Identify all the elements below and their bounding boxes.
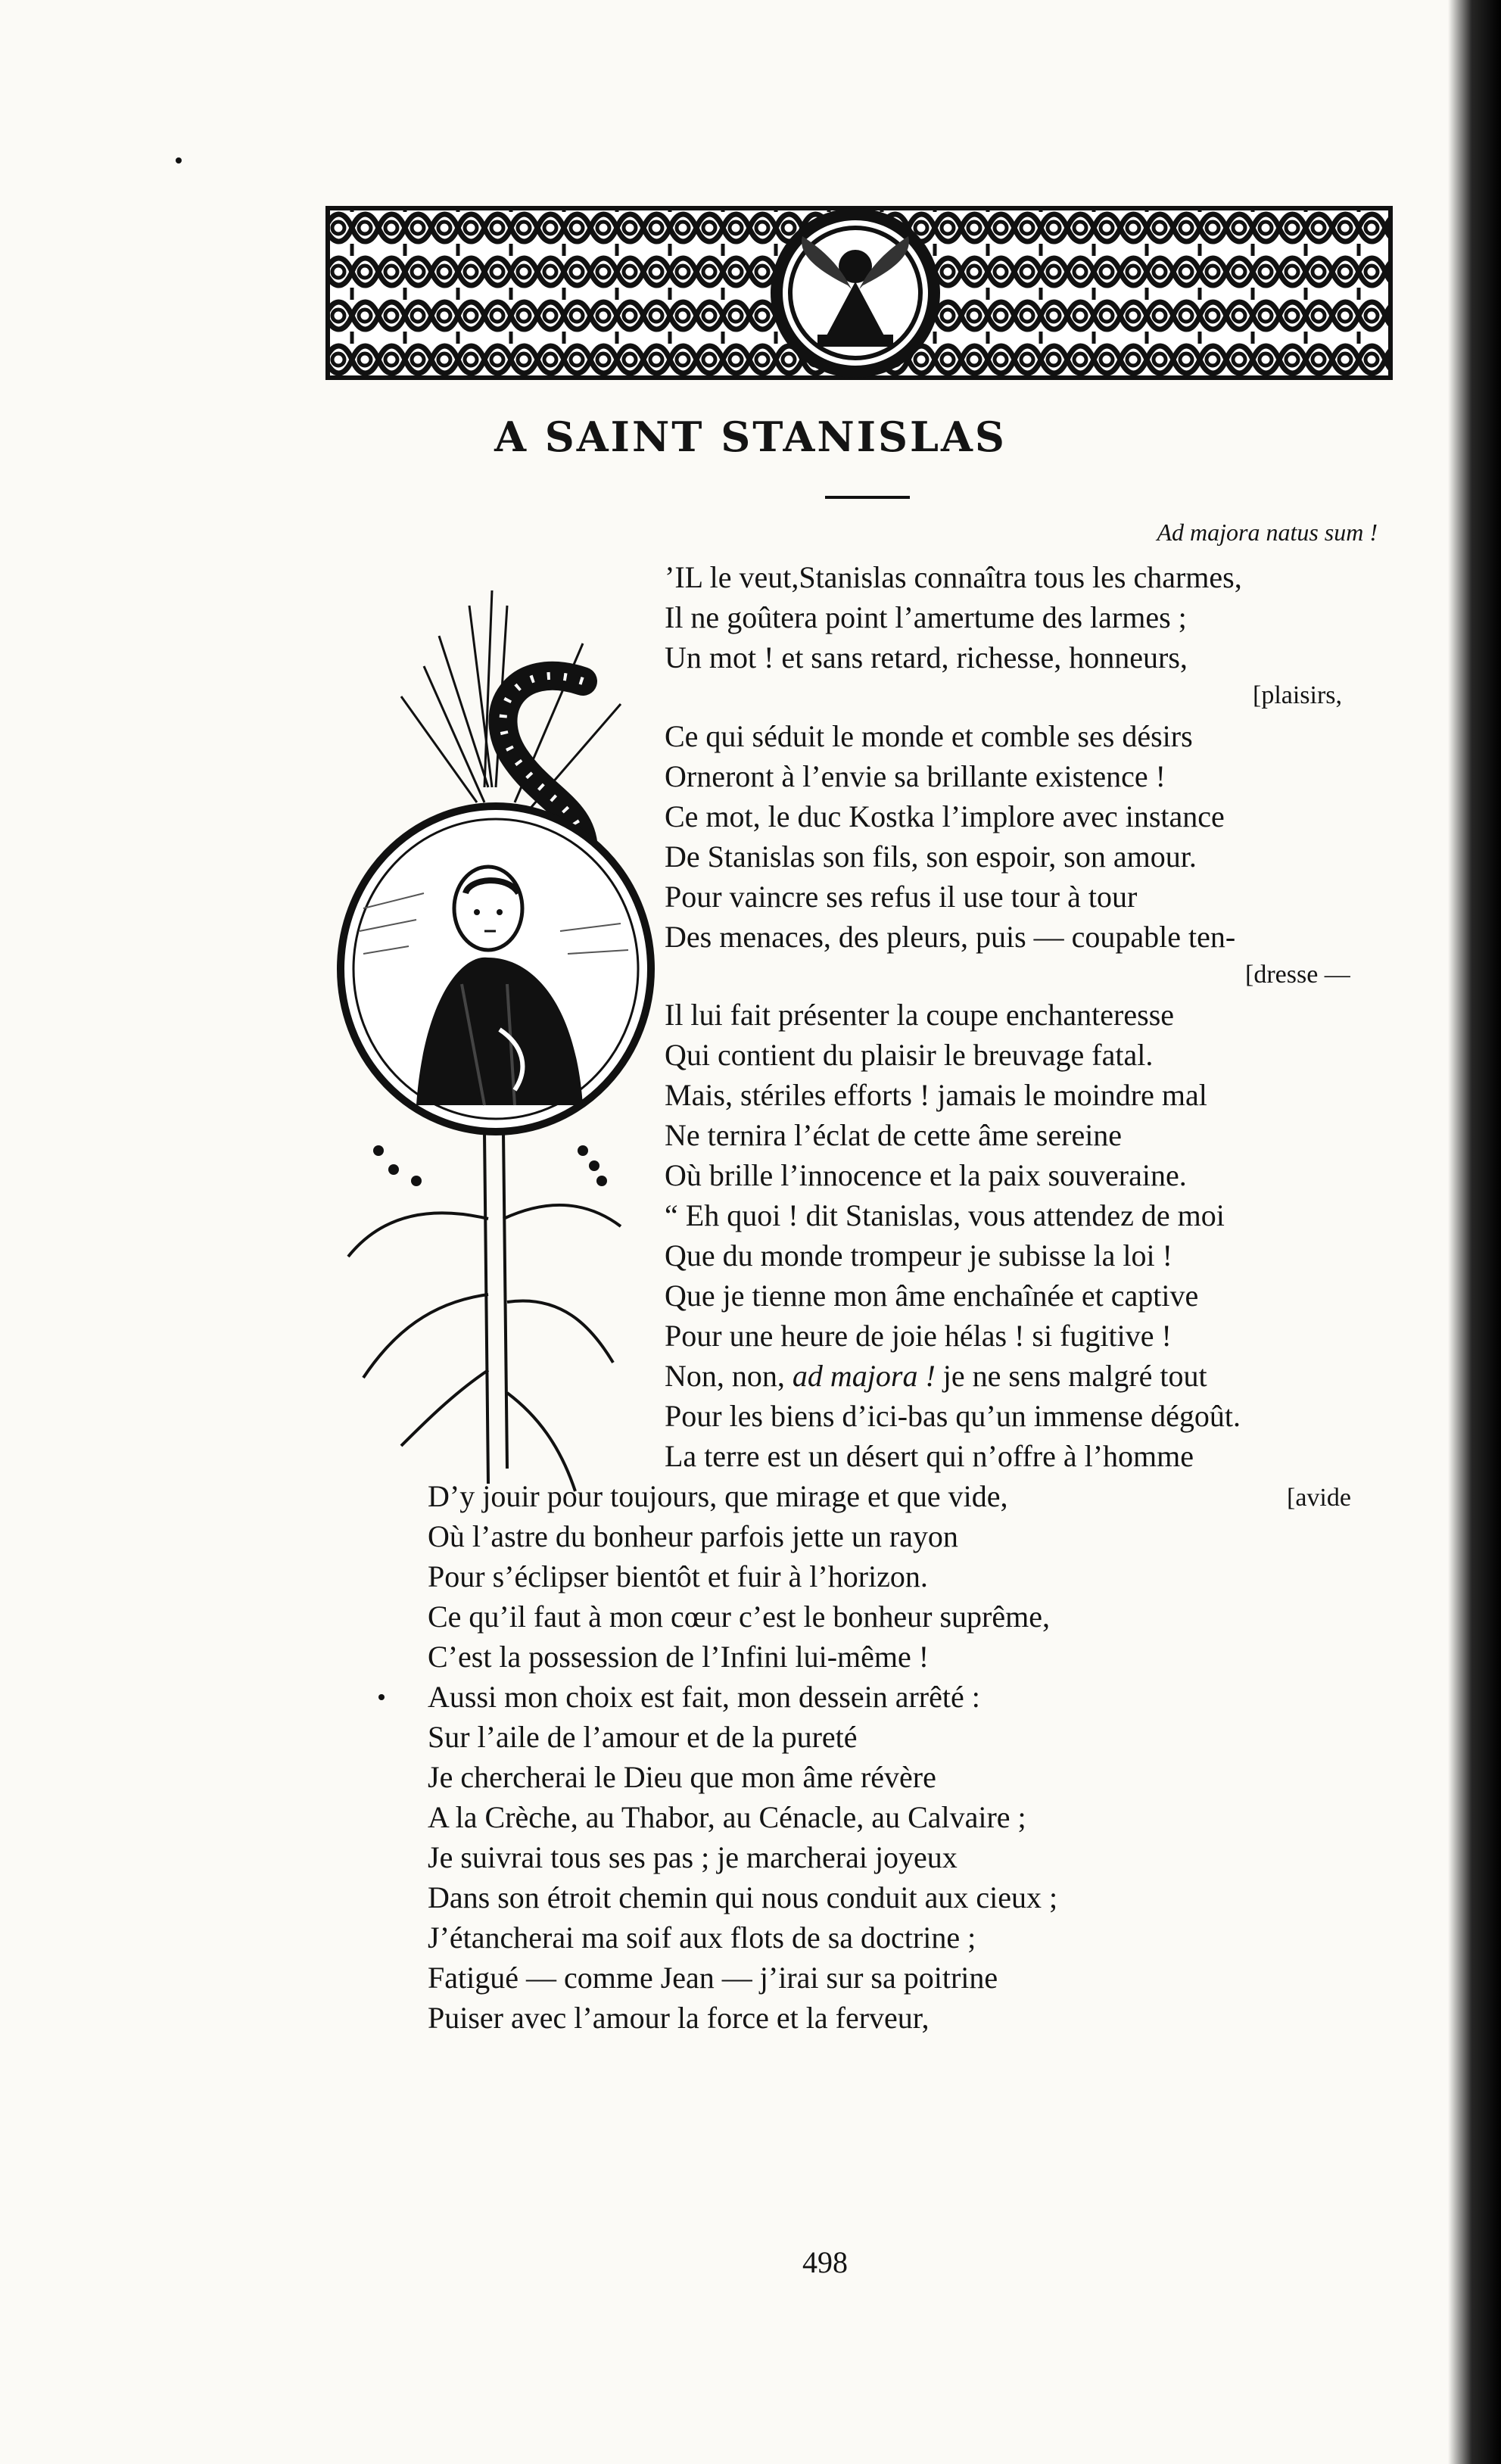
poem-line: Sur l’aile de l’amour et de la pureté <box>428 1720 858 1754</box>
poem-line: Orneront à l’envie sa brillante existence ! <box>665 759 1166 793</box>
poem-line: Pour les biens d’ici-bas qu’un immense dégoût. <box>665 1399 1241 1433</box>
poem-line: D’y jouir pour toujours, que mirage et que vide, <box>428 1479 1008 1513</box>
poem-line: Aussi mon choix est fait, mon dessein arrêté : <box>428 1680 980 1714</box>
poem-line-continuation: [avide <box>1287 1484 1351 1512</box>
poem-line: J’étancherai ma soif aux flots de sa doctrine ; <box>428 1920 976 1955</box>
poem-line <box>665 1359 1207 1394</box>
poem-line: Il lui fait présenter la coupe enchanteresse <box>665 998 1175 1032</box>
poem-line: Que du monde trompeur je subisse la loi ! <box>665 1238 1172 1272</box>
poem-line-continuation: [dresse — <box>1245 961 1350 989</box>
poem-line: Puiser avec l’amour la force et la ferveur, <box>428 2001 930 2035</box>
poem-line: Fatigué — comme Jean — j’irai sur sa poitrine <box>428 1961 998 1995</box>
poem-line: Qui contient du plaisir le breuvage fatal. <box>665 1038 1154 1072</box>
poem-line: Pour vaincre ses refus il use tour à tour <box>665 880 1138 914</box>
poem-line: Ce mot, le duc Kostka l’implore avec instance <box>665 799 1225 833</box>
page-title: A SAINT STANISLAS <box>494 413 1007 461</box>
print-speck <box>378 1694 385 1700</box>
print-speck <box>176 157 182 164</box>
poem-line: Pour s’éclipser bientôt et fuir à l’horizon. <box>428 1559 928 1593</box>
poem-line: Ce qu’il faut à mon cœur c’est le bonheur suprême, <box>428 1600 1050 1634</box>
page-number: 498 <box>802 2245 848 2279</box>
poem-line: Où brille l’innocence et la paix souveraine. <box>665 1158 1187 1192</box>
epigraph: Ad majora natus sum ! <box>1157 519 1378 546</box>
poem-line: A la Crèche, au Thabor, au Cénacle, au Calvaire ; <box>428 1800 1026 1834</box>
poem-line: La terre est un désert qui n’offre à l’homme <box>665 1439 1194 1473</box>
poem-line: Ne ternira l’éclat de cette âme sereine <box>665 1118 1123 1152</box>
poem-line: De Stanislas son fils, son espoir, son amour. <box>665 840 1197 874</box>
ornamental-headpiece <box>325 206 1393 380</box>
poem-line: Que je tienne mon âme enchaînée et captive <box>665 1279 1199 1313</box>
poem-body <box>0 560 1501 2263</box>
poem-line: Mais, stériles efforts ! jamais le moindre mal <box>665 1078 1207 1112</box>
poem-line: “ Eh quoi ! dit Stanislas, vous attendez de moi <box>665 1198 1225 1232</box>
poem-line-part: je ne sens malgré tout <box>935 1359 1207 1393</box>
poem-line: Je chercherai le Dieu que mon âme révère <box>428 1760 936 1794</box>
poem-line-italic: ad majora ! <box>792 1359 936 1393</box>
poem-line: Pour une heure de joie hélas ! si fugitive ! <box>665 1319 1172 1353</box>
poem-line: Des menaces, des pleurs, puis — coupable ten- <box>665 920 1236 954</box>
poem-line: ’IL le veut,Stanislas connaîtra tous les charmes, <box>665 560 1242 594</box>
poem-line: Je suivrai tous ses pas ; je marcherai joyeux <box>428 1840 958 1874</box>
poem-line: Dans son étroit chemin qui nous conduit aux cieux ; <box>428 1880 1058 1914</box>
poem-line: C’est la possession de l’Infini lui-même ! <box>428 1640 930 1674</box>
poem-line: Il ne goûtera point l’amertume des larmes ; <box>665 600 1187 634</box>
poem-line: Un mot ! et sans retard, richesse, honneurs, <box>665 640 1188 674</box>
poem-line-continuation: [plaisirs, <box>1253 681 1343 709</box>
poem-line: Ce qui séduit le monde et comble ses désirs <box>665 719 1193 753</box>
poem-line: Où l’astre du bonheur parfois jette un rayon <box>428 1519 958 1553</box>
poem-line-part: Non, non, <box>665 1359 793 1393</box>
title-divider <box>825 496 910 499</box>
